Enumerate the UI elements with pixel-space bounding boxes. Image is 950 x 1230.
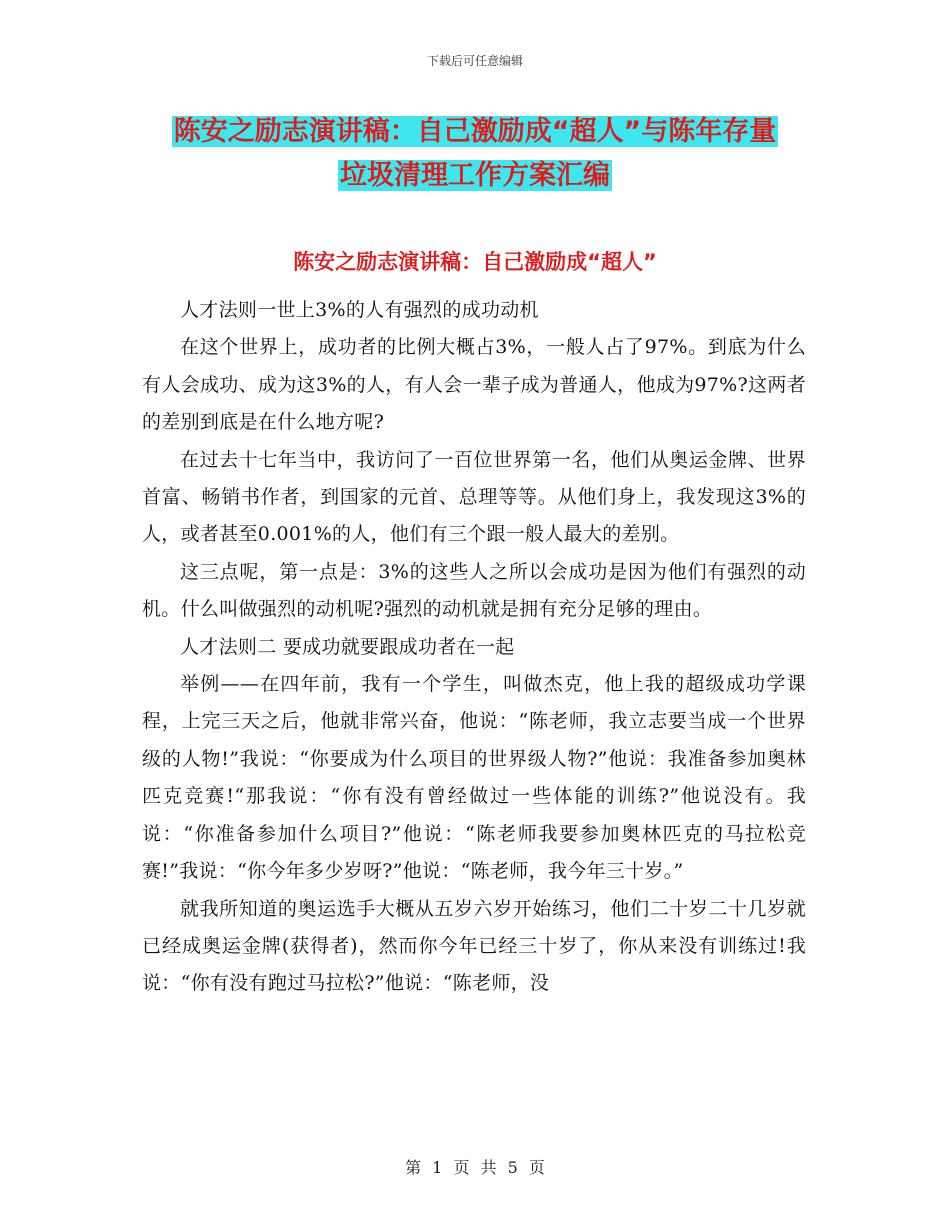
body-text [142, 292, 806, 1003]
paragraph: 在这个世界上，成功者的比例大概占3%，一般人占了97%。到底为什么有人会成功、成为这3%的人，有人会一辈子成为普通人，他成为97%?这两者的差别到底是在什么地方呢? [142, 336, 806, 434]
title-highlight-1: 陈安之励志演讲稿：自己激励成“超人”与陈年存量 [173, 116, 777, 147]
page-footer: 第 1 页 共 5 页 [405, 1158, 545, 1177]
paragraph: 这三点呢，第一点是：3%的这些人之所以会成功是因为他们有强烈的动机。什么叫做强烈的动机呢?强烈的动机就是拥有充分足够的理由。 [142, 560, 806, 621]
section-title: 陈安之励志演讲稿：自己激励成“超人” [293, 250, 657, 274]
document-title-line-2 [0, 154, 950, 198]
paragraph: 举例——在四年前，我有一个学生，叫做杰克，他上我的超级成功学课程，上完三天之后，他就非常兴奋，他说：“陈老师，我立志要当成一个世界级的人物!”我说：“你要成为什么项目的世界级人物?”他说：我准备参加奥林匹克竞赛!“那我说：“你有没有曾经做过一些体能的训练?”他说没有。我说：“你准备参加什么项目?”他说：“陈老师我要参加奥林匹克的马拉松竞赛!”我说：“你今年多少岁呀?”他说：“陈老师，我今年三十岁。” [142, 673, 806, 883]
title-highlight-2: 垃圾清理工作方案汇编 [340, 160, 610, 191]
document-title-line-1 [0, 110, 950, 154]
paragraph: 在过去十七年当中，我访问了一百位世界第一名，他们从奥运金牌、世界首富、畅销书作者，到国家的元首、总理等等。从他们身上，我发现这3%的人，或者甚至0.001%的人，他们有三个跟一般人最大的差别。 [142, 448, 806, 546]
paragraph: 人才法则一世上3%的人有强烈的成功动机 [180, 299, 539, 321]
paragraph: 就我所知道的奥运选手大概从五岁六岁开始练习，他们二十岁二十几岁就已经成奥运金牌(获得者)，然而你今年已经三十岁了，你从来没有训练过!我说：“你有没有跑过马拉松?”他说：“陈老师，没 [142, 897, 806, 995]
page-header: 下载后可任意编辑 [426, 54, 523, 68]
document-title [0, 110, 950, 198]
paragraph: 人才法则二 要成功就要跟成功者在一起 [180, 635, 515, 658]
